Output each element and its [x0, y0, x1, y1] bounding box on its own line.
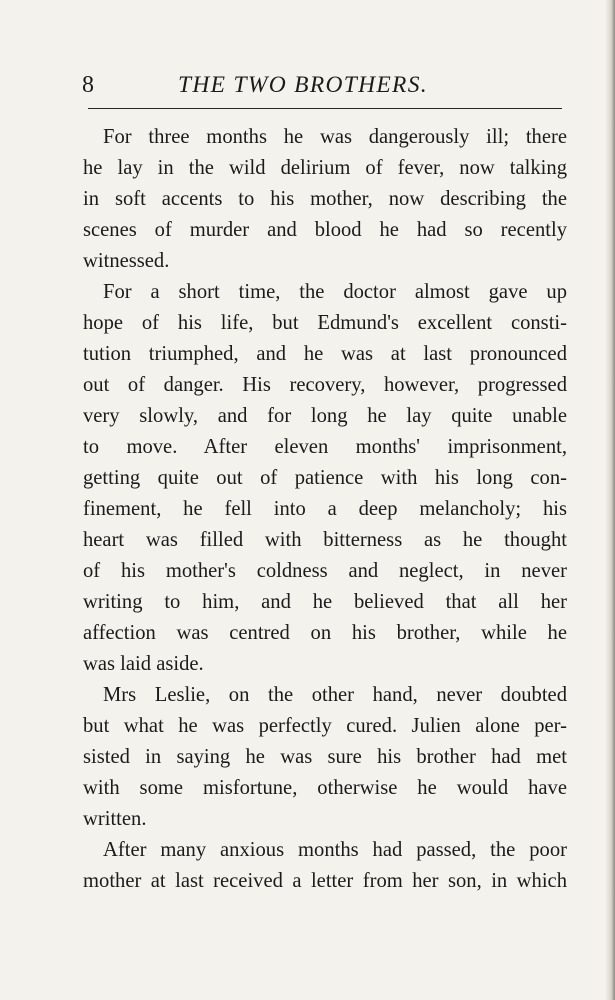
- text-line: with some misfortune, otherwise he would have: [83, 777, 567, 799]
- running-header: [82, 67, 566, 101]
- text-line: For a short time, the doctor almost gave up: [103, 281, 567, 303]
- running-title: THE TWO BROTHERS.: [178, 72, 428, 98]
- page-number: 8: [82, 72, 94, 98]
- text-line: mother at last received a letter from her son, in which: [83, 870, 567, 892]
- text-line: to move. After eleven months' imprisonment,: [83, 436, 567, 458]
- text-line: affection was centred on his brother, while he: [83, 622, 567, 644]
- text-line: in soft accents to his mother, now describing the: [83, 188, 567, 210]
- text-line: witnessed.: [83, 250, 170, 272]
- text-line: For three months he was dangerously ill; there: [103, 126, 567, 148]
- text-line: Mrs Leslie, on the other hand, never doubted: [103, 684, 567, 706]
- text-line: heart was filled with bitterness as he thought: [83, 529, 567, 551]
- text-line: he lay in the wild delirium of fever, now talking: [83, 157, 567, 179]
- text-line: of his mother's coldness and neglect, in never: [83, 560, 567, 582]
- body-text: [83, 122, 567, 897]
- text-line: very slowly, and for long he lay quite unable: [83, 405, 567, 427]
- header-rule: [88, 108, 562, 109]
- text-line: written.: [83, 808, 147, 830]
- text-line: finement, he fell into a deep melancholy; his: [83, 498, 567, 520]
- page-edge-shadow: [605, 0, 615, 1000]
- text-line: tution triumphed, and he was at last pronounced: [83, 343, 567, 365]
- text-line: scenes of murder and blood he had so recently: [83, 219, 567, 241]
- text-line: hope of his life, but Edmund's excellent consti-: [83, 312, 567, 334]
- text-line: After many anxious months had passed, the poor: [103, 839, 567, 861]
- text-line: sisted in saying he was sure his brother had met: [83, 746, 567, 768]
- text-line: was laid aside.: [83, 653, 204, 675]
- text-line: but what he was perfectly cured. Julien alone per-: [83, 715, 567, 737]
- text-line: out of danger. His recovery, however, progressed: [83, 374, 567, 396]
- text-line: writing to him, and he believed that all her: [83, 591, 567, 613]
- text-line: getting quite out of patience with his long con-: [83, 467, 567, 489]
